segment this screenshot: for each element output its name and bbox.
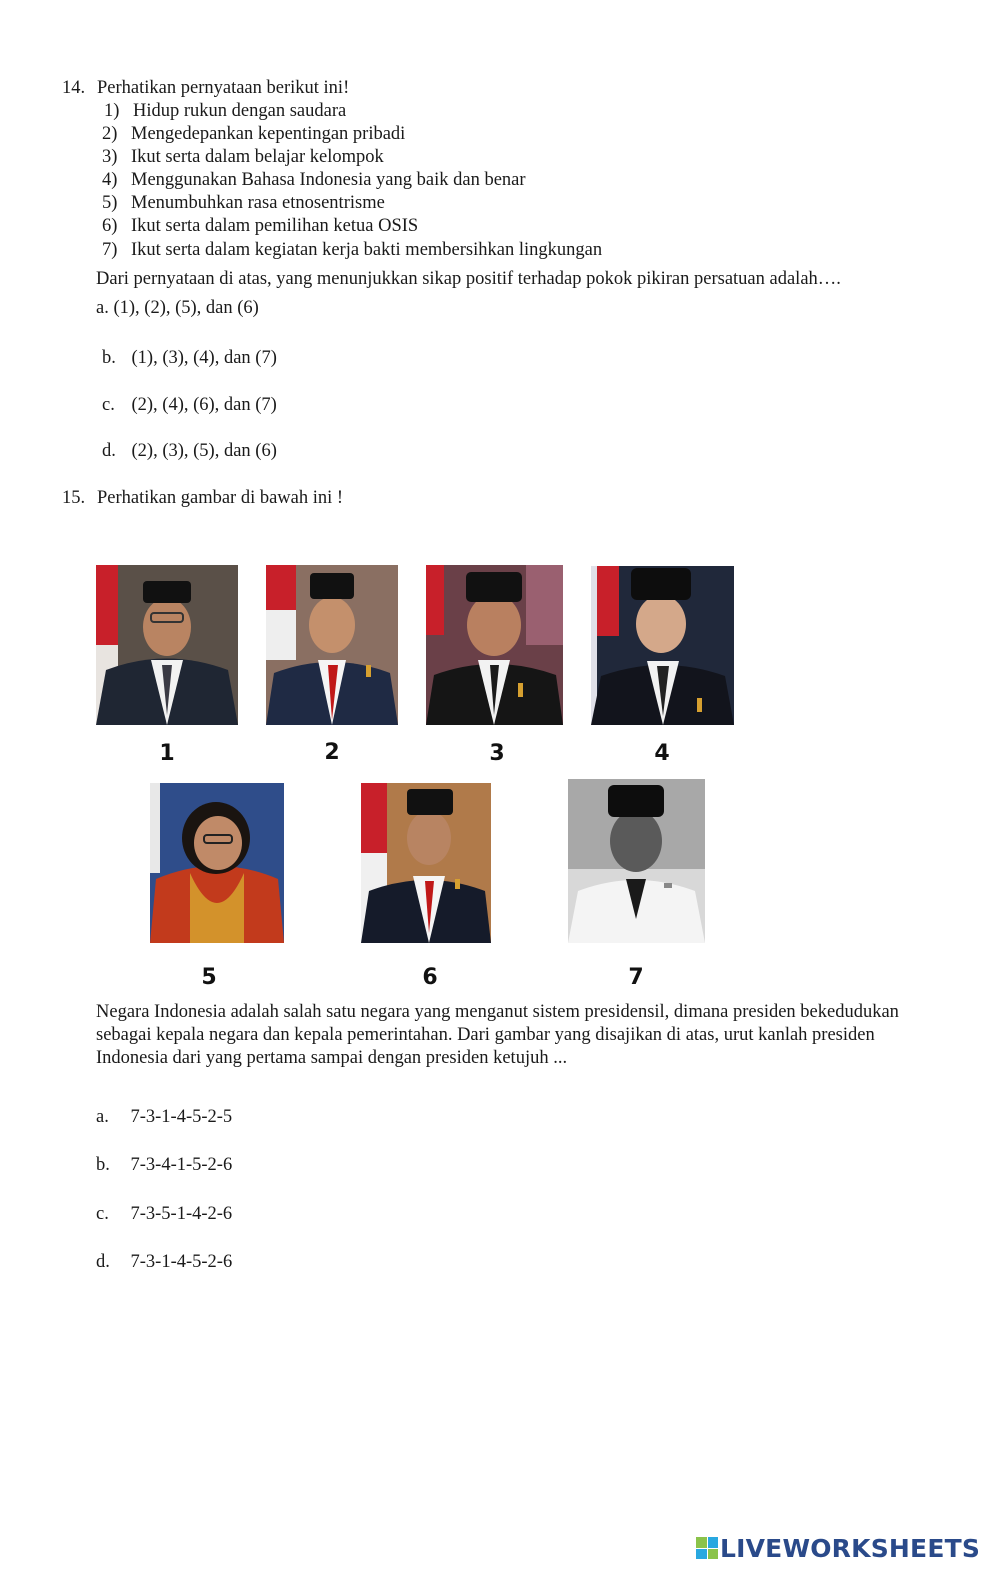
president-photo-3 bbox=[426, 565, 563, 725]
statement-number: 1) bbox=[104, 101, 120, 121]
statement-number: 5) bbox=[102, 193, 118, 213]
photo-label-7: 7 bbox=[628, 965, 644, 990]
president-photo-5 bbox=[150, 783, 284, 943]
statement-number: 2) bbox=[102, 124, 118, 144]
option-text: 7-3-4-1-5-2-6 bbox=[130, 1155, 233, 1175]
photo-label-2: 2 bbox=[324, 740, 340, 765]
option-text: 7-3-1-4-5-2-6 bbox=[130, 1252, 233, 1272]
statement-text: Menumbuhkan rasa etnosentrisme bbox=[131, 193, 385, 213]
option-c[interactable] bbox=[96, 1203, 232, 1225]
option-text: (2), (4), (6), dan (7) bbox=[131, 395, 277, 415]
question-14-number: 14. bbox=[62, 78, 86, 98]
statement-text: Ikut serta dalam kegiatan kerja bakti membersihkan lingkungan bbox=[131, 240, 603, 260]
option-text: 7-3-1-4-5-2-5 bbox=[130, 1107, 233, 1127]
president-photo-6 bbox=[361, 783, 491, 943]
statement-number: 6) bbox=[102, 216, 118, 236]
liveworksheets-brand: LIVEWORKSHEETS bbox=[720, 1533, 981, 1563]
statement-text: Ikut serta dalam pemilihan ketua OSIS bbox=[131, 216, 419, 236]
option-letter: d. bbox=[96, 1252, 110, 1272]
option-a[interactable] bbox=[96, 297, 259, 319]
president-photo-7 bbox=[568, 779, 705, 943]
question-15-paragraph: Negara Indonesia adalah salah satu negara yang menganut sistem presidensil, dimana presiden bekedudukan sebagai kepala negara dan kepala pemerintahan. Dari gambar yang disajikan di atas, urut kanlah presiden Indonesia dari yang pertama sampai dengan presiden ketujuh ... bbox=[96, 1002, 899, 1068]
president-photo-4 bbox=[591, 566, 734, 725]
option-letter: d. bbox=[102, 441, 116, 461]
statement-text: Mengedepankan kepentingan pribadi bbox=[131, 124, 406, 144]
option-letter: b. bbox=[96, 1155, 110, 1175]
option-text: (2), (3), (5), dan (6) bbox=[131, 441, 277, 461]
photo-label-6: 6 bbox=[422, 965, 438, 990]
option-d[interactable] bbox=[96, 1251, 232, 1273]
option-d[interactable] bbox=[102, 440, 277, 462]
liveworksheets-logo-icon bbox=[696, 1537, 718, 1559]
option-letter: a. bbox=[96, 1107, 109, 1127]
option-text: 7-3-5-1-4-2-6 bbox=[130, 1204, 233, 1224]
question-15-number: 15. bbox=[62, 488, 86, 508]
statement-number: 4) bbox=[102, 170, 118, 190]
statement-text: Menggunakan Bahasa Indonesia yang baik dan benar bbox=[131, 170, 526, 190]
option-letter: a. bbox=[96, 298, 109, 318]
option-text: (1), (2), (5), dan (6) bbox=[113, 298, 259, 318]
statement-number: 3) bbox=[102, 147, 118, 167]
option-letter: c. bbox=[96, 1204, 109, 1224]
photo-label-3: 3 bbox=[489, 741, 505, 766]
photo-label-4: 4 bbox=[654, 741, 670, 766]
option-text: (1), (3), (4), dan (7) bbox=[131, 348, 277, 368]
liveworksheets-logo[interactable] bbox=[696, 1533, 996, 1563]
question-14-prompt: Perhatikan pernyataan berikut ini! bbox=[97, 78, 350, 98]
question-14-text: Dari pernyataan di atas, yang menunjukkan sikap positif terhadap pokok pikiran persatuan adalah…. bbox=[96, 269, 841, 289]
photo-label-5: 5 bbox=[201, 965, 217, 990]
president-photo-1 bbox=[96, 565, 238, 725]
option-b[interactable] bbox=[102, 347, 277, 369]
option-b[interactable] bbox=[96, 1154, 232, 1176]
option-c[interactable] bbox=[102, 394, 277, 416]
photo-label-1: 1 bbox=[159, 741, 175, 766]
option-a[interactable] bbox=[96, 1106, 232, 1128]
statement-number: 7) bbox=[102, 240, 118, 260]
statement-text: Ikut serta dalam belajar kelompok bbox=[131, 147, 384, 167]
option-letter: b. bbox=[102, 348, 116, 368]
president-photo-2 bbox=[266, 565, 398, 725]
question-15-prompt: Perhatikan gambar di bawah ini ! bbox=[97, 488, 344, 508]
option-letter: c. bbox=[102, 395, 115, 415]
statement-text: Hidup rukun dengan saudara bbox=[133, 101, 347, 121]
